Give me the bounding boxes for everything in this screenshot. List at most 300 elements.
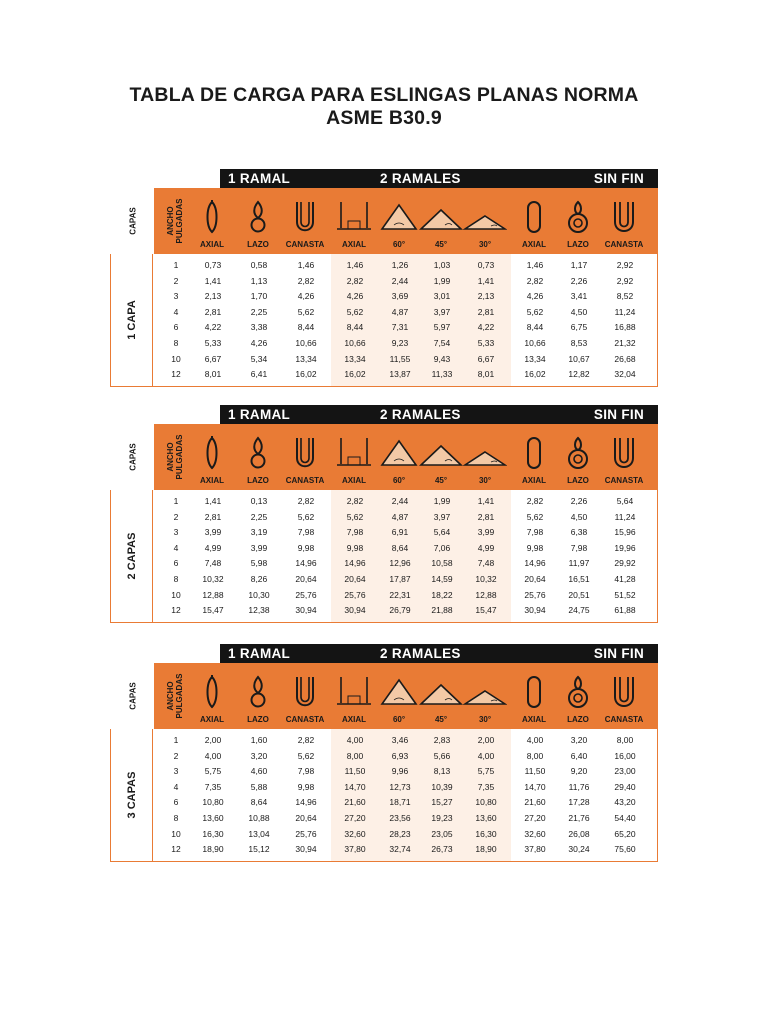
load-cell: 10,80 [475, 797, 497, 808]
endless-choker-icon [566, 675, 590, 714]
ancho-label [166, 674, 184, 719]
load-cell: 10,66 [524, 338, 546, 348]
load-cell: 7,31 [391, 322, 409, 333]
load-cell: 2,82 [346, 275, 364, 286]
ancho-label [166, 199, 184, 244]
load-cell: 20,64 [295, 574, 317, 584]
load-cell: 2,25 [250, 511, 268, 522]
load-cell: 10,32 [475, 574, 497, 584]
endless-vertical-icon [524, 436, 544, 475]
load-cell: 14,96 [344, 558, 366, 569]
load-cell: 4,26 [250, 338, 268, 348]
load-cell: 54,40 [614, 813, 636, 823]
load-cell: 3,01 [433, 291, 451, 302]
group-header-label: SIN FIN [593, 171, 644, 186]
two-leg-vertical-icon [335, 675, 373, 712]
load-cell: 32,74 [389, 844, 411, 855]
load-cell: 16,30 [202, 828, 224, 839]
table-row [111, 813, 657, 829]
load-cell: 5,64 [616, 496, 634, 506]
load-cell: 2,81 [204, 306, 222, 317]
load-cell: 26,73 [431, 844, 453, 855]
page-title-line2: ASME B30.9 [326, 107, 442, 129]
column-header-label: AXIAL [522, 715, 546, 724]
load-cell: 5,33 [204, 338, 222, 348]
column-header [192, 188, 232, 254]
column-header-label: AXIAL [342, 715, 366, 724]
table-row [111, 369, 657, 385]
ancho-cell: 3 [173, 291, 179, 302]
table-row [111, 751, 657, 767]
ancho-cell: 3 [173, 766, 179, 777]
ancho-cell: 8 [173, 813, 179, 823]
load-cell: 5,33 [477, 338, 495, 348]
load-cell: 2,83 [433, 735, 451, 745]
load-cell: 11,76 [568, 781, 590, 792]
load-cell: 5,75 [477, 766, 495, 777]
group-header-label: 1 RAMAL [228, 171, 291, 186]
load-cell: 6,38 [570, 527, 588, 538]
load-cell: 0,13 [250, 496, 268, 506]
choker-loop-icon [247, 436, 269, 475]
load-cell: 12,73 [389, 781, 411, 792]
axial-loop-icon [202, 436, 222, 475]
ancho-cell: 12 [171, 369, 181, 380]
group-header-label: 1 RAMAL [228, 407, 291, 422]
load-cell: 7,35 [204, 781, 222, 792]
load-cell: 20,51 [568, 589, 590, 600]
column-header-label: LAZO [247, 476, 269, 485]
load-cell: 15,27 [431, 797, 453, 808]
column-header [465, 663, 505, 729]
load-cell: 4,50 [570, 511, 588, 522]
load-cell: 2,44 [391, 496, 409, 506]
load-cell: 6,40 [570, 750, 588, 761]
load-cell: 12,38 [248, 605, 270, 616]
load-cell: 4,50 [570, 306, 588, 317]
column-header [238, 188, 278, 254]
load-cell: 37,80 [344, 844, 366, 855]
load-cell: 3,69 [391, 291, 409, 302]
load-cell: 18,71 [389, 797, 411, 808]
load-cell: 4,00 [477, 750, 495, 761]
column-header-label: AXIAL [342, 240, 366, 249]
table-row [111, 260, 657, 276]
column-header [285, 424, 325, 490]
ancho-cell: 10 [171, 828, 181, 839]
ancho-label-line1: ANCHO [166, 681, 175, 711]
load-cell: 23,00 [614, 766, 636, 777]
load-cell: 4,22 [477, 322, 495, 333]
load-cell: 1,41 [204, 496, 222, 506]
load-cell: 2,82 [297, 496, 315, 506]
load-cell: 7,48 [477, 558, 495, 569]
column-header-label: 45° [434, 240, 448, 249]
load-cell: 8,44 [297, 322, 315, 333]
endless-choker-icon [566, 436, 590, 475]
ancho-label-line2: PULGADAS [175, 434, 184, 480]
column-header [604, 424, 644, 490]
load-cell: 1,46 [526, 260, 544, 270]
load-cell: 3,19 [250, 527, 268, 538]
load-cell: 5,98 [250, 558, 268, 569]
column-header-label: CANASTA [285, 240, 325, 249]
table-row [111, 322, 657, 338]
load-cell: 27,20 [344, 813, 366, 823]
load-cell: 1,03 [433, 260, 451, 270]
load-cell: 5,62 [526, 511, 544, 522]
load-cell: 11,24 [614, 306, 636, 317]
load-cell: 7,98 [297, 527, 315, 538]
group-header [220, 405, 322, 424]
load-cell: 14,70 [524, 781, 546, 792]
load-cell: 1,46 [346, 260, 364, 270]
load-cell: 16,30 [475, 828, 497, 839]
endless-choker-icon [566, 200, 590, 239]
load-cell: 14,96 [524, 558, 546, 569]
column-header-label: 60° [392, 240, 406, 249]
load-cell: 13,34 [524, 353, 546, 364]
load-cell: 21,88 [431, 605, 453, 616]
load-cell: 2,13 [204, 291, 222, 302]
capas-label: CAPAS [128, 682, 138, 710]
column-header [465, 188, 505, 254]
load-cell: 26,79 [389, 605, 411, 616]
load-cell: 3,97 [433, 306, 451, 317]
column-header-label: AXIAL [200, 715, 224, 724]
load-cell: 9,43 [433, 353, 451, 364]
load-cell: 41,28 [614, 574, 636, 584]
ancho-cell: 2 [173, 511, 179, 522]
triangle-60-icon [379, 200, 419, 237]
load-cell: 30,94 [295, 605, 317, 616]
endless-vertical-icon [524, 200, 544, 239]
table-row [111, 291, 657, 307]
load-cell: 10,88 [248, 813, 270, 823]
load-cell: 20,64 [295, 813, 317, 823]
load-cell: 3,97 [433, 511, 451, 522]
load-cell: 10,58 [431, 558, 453, 569]
column-header-label: 30° [478, 476, 492, 485]
group-header-label: SIN FIN [593, 407, 644, 422]
load-cell: 5,62 [297, 511, 315, 522]
group-header [322, 169, 555, 188]
load-cell: 4,26 [297, 291, 315, 302]
load-cell: 4,00 [526, 735, 544, 745]
load-cell: 6,41 [250, 369, 268, 380]
load-cell: 14,96 [295, 797, 317, 808]
load-cell: 13,60 [475, 813, 497, 823]
load-cell: 11,55 [389, 353, 411, 364]
column-header [558, 188, 598, 254]
load-table-1 [110, 169, 658, 387]
load-cell: 7,98 [526, 527, 544, 538]
table-row [111, 527, 657, 543]
load-cell: 8,00 [346, 750, 364, 761]
table-row [111, 766, 657, 782]
column-header-label: LAZO [567, 715, 589, 724]
load-cell: 25,76 [344, 589, 366, 600]
load-cell: 1,99 [433, 496, 451, 506]
column-header-row [154, 663, 658, 729]
load-cell: 8,44 [526, 322, 544, 333]
group-header [322, 405, 555, 424]
table-row [111, 338, 657, 354]
load-cell: 8,52 [616, 291, 634, 302]
load-cell: 5,88 [250, 781, 268, 792]
capas-label: CAPAS [128, 443, 138, 471]
load-cell: 8,13 [433, 766, 451, 777]
load-cell: 2,26 [570, 496, 588, 506]
basket-icon [292, 436, 318, 475]
load-cell: 1,46 [297, 260, 315, 270]
load-cell: 2,82 [526, 275, 544, 286]
ancho-cell: 1 [173, 496, 179, 506]
column-header [238, 424, 278, 490]
load-cell: 13,34 [344, 353, 366, 364]
load-cell: 5,62 [346, 511, 364, 522]
load-cell: 43,20 [614, 797, 636, 808]
load-cell: 12,88 [202, 589, 224, 600]
table-row [111, 354, 657, 370]
load-cell: 2,81 [477, 306, 495, 317]
load-cell: 65,20 [614, 828, 636, 839]
load-cell: 2,81 [477, 511, 495, 522]
load-cell: 12,88 [475, 589, 497, 600]
ancho-cell: 6 [173, 558, 179, 569]
load-cell: 8,00 [616, 735, 634, 745]
column-header-label: 60° [392, 715, 406, 724]
group-header [555, 169, 658, 188]
column-header-label: CANASTA [604, 476, 644, 485]
load-cell: 1,41 [477, 275, 495, 286]
load-cell: 29,92 [614, 558, 636, 569]
load-cell: 75,60 [614, 844, 636, 855]
load-cell: 2,13 [477, 291, 495, 302]
group-header-label: 1 RAMAL [228, 646, 291, 661]
layer-count-label: 3 CAPAS [125, 771, 138, 819]
load-cell: 16,88 [614, 322, 636, 333]
load-cell: 9,98 [297, 781, 315, 792]
load-cell: 7,98 [297, 766, 315, 777]
table-row [111, 590, 657, 606]
basket-icon [292, 675, 318, 714]
column-header [604, 663, 644, 729]
endless-basket-icon [611, 675, 637, 714]
load-cell: 7,98 [570, 542, 588, 553]
load-cell: 23,56 [389, 813, 411, 823]
load-cell: 5,34 [250, 353, 268, 364]
load-cell: 18,90 [475, 844, 497, 855]
load-cell: 4,00 [204, 750, 222, 761]
load-cell: 2,92 [616, 275, 634, 286]
load-cell: 1,99 [433, 275, 451, 286]
load-cell: 24,75 [568, 605, 590, 616]
triangle-45-icon [419, 436, 463, 473]
load-cell: 21,32 [614, 338, 636, 348]
load-cell: 14,59 [431, 574, 453, 584]
ancho-cell: 3 [173, 527, 179, 538]
load-cell: 8,44 [346, 322, 364, 333]
load-cell: 4,87 [391, 511, 409, 522]
page-title [0, 84, 768, 130]
capas-axis-label [113, 188, 153, 254]
column-header-label: AXIAL [200, 476, 224, 485]
load-cell: 22,31 [389, 589, 411, 600]
group-header [220, 644, 322, 663]
load-cell: 10,30 [248, 589, 270, 600]
load-cell: 27,20 [524, 813, 546, 823]
triangle-45-icon [419, 200, 463, 237]
load-cell: 3,38 [250, 322, 268, 333]
load-cell: 61,88 [614, 605, 636, 616]
column-header-label: 45° [434, 715, 448, 724]
load-cell: 1,17 [570, 260, 588, 270]
load-cell: 2,00 [477, 735, 495, 745]
load-cell: 16,02 [344, 369, 366, 380]
load-cell: 5,97 [433, 322, 451, 333]
column-header [238, 663, 278, 729]
load-cell: 4,26 [526, 291, 544, 302]
load-cell: 10,39 [431, 781, 453, 792]
load-cell: 1,41 [477, 496, 495, 506]
ancho-cell: 6 [173, 322, 179, 333]
load-cell: 30,94 [344, 605, 366, 616]
load-table-2 [110, 405, 658, 623]
capas-label: CAPAS [128, 207, 138, 235]
ancho-cell: 4 [173, 542, 179, 553]
ancho-cell: 2 [173, 275, 179, 286]
load-cell: 13,34 [295, 353, 317, 364]
column-header [334, 663, 374, 729]
load-cell: 4,00 [346, 735, 364, 745]
basket-icon [292, 200, 318, 239]
column-header-label: AXIAL [522, 240, 546, 249]
ancho-label-line1: ANCHO [166, 442, 175, 472]
column-header-label: LAZO [247, 715, 269, 724]
column-header-label: CANASTA [285, 476, 325, 485]
table-row [111, 735, 657, 751]
load-cell: 5,62 [526, 306, 544, 317]
column-header-label: AXIAL [522, 476, 546, 485]
load-cell: 18,90 [202, 844, 224, 855]
load-cell: 19,23 [431, 813, 453, 823]
endless-vertical-icon [524, 675, 544, 714]
load-cell: 32,04 [614, 369, 636, 380]
table-row [111, 829, 657, 845]
ancho-cell: 2 [173, 750, 179, 761]
load-cell: 17,28 [568, 797, 590, 808]
load-cell: 8,00 [526, 750, 544, 761]
load-cell: 10,80 [202, 797, 224, 808]
triangle-30-icon [463, 200, 507, 237]
load-cell: 4,87 [391, 306, 409, 317]
capas-axis-label [113, 424, 153, 490]
load-cell: 7,35 [477, 781, 495, 792]
load-cell: 5,75 [204, 766, 222, 777]
load-cell: 4,22 [204, 322, 222, 333]
table-body [110, 254, 658, 387]
load-cell: 12,96 [389, 558, 411, 569]
group-header [555, 405, 658, 424]
column-header [558, 663, 598, 729]
load-cell: 9,96 [391, 766, 409, 777]
column-header-label: CANASTA [285, 715, 325, 724]
load-cell: 8,64 [391, 542, 409, 553]
load-cell: 5,62 [346, 306, 364, 317]
column-header [334, 188, 374, 254]
column-header-row [154, 188, 658, 254]
column-header-label: LAZO [567, 476, 589, 485]
load-cell: 1,70 [250, 291, 268, 302]
load-cell: 16,00 [614, 750, 636, 761]
load-cell: 6,75 [570, 322, 588, 333]
layer-count-label: 1 CAPA [125, 300, 138, 340]
table-row [111, 307, 657, 323]
load-cell: 5,66 [433, 750, 451, 761]
axial-loop-icon [202, 200, 222, 239]
load-cell: 21,60 [344, 797, 366, 808]
load-cell: 7,06 [433, 542, 451, 553]
load-cell: 8,26 [250, 574, 268, 584]
triangle-60-icon [379, 675, 419, 712]
column-header [465, 424, 505, 490]
load-cell: 10,66 [344, 338, 366, 348]
column-header [192, 424, 232, 490]
triangle-60-icon [379, 436, 419, 473]
load-cell: 0,58 [250, 260, 268, 270]
load-cell: 14,70 [344, 781, 366, 792]
load-cell: 7,98 [346, 527, 364, 538]
group-header-label: 2 RAMALES [380, 407, 461, 422]
load-cell: 11,97 [568, 558, 590, 569]
load-cell: 13,04 [248, 828, 270, 839]
load-cell: 1,41 [204, 275, 222, 286]
page-title-line1: TABLA DE CARGA PARA ESLINGAS PLANAS NORMA [129, 84, 639, 106]
ancho-cell: 4 [173, 781, 179, 792]
load-cell: 6,67 [477, 353, 495, 364]
column-header-row [154, 424, 658, 490]
load-cell: 30,24 [568, 844, 590, 855]
load-cell: 0,73 [204, 260, 222, 270]
ancho-label [166, 435, 184, 480]
load-cell: 0,73 [477, 260, 495, 270]
load-cell: 29,40 [614, 781, 636, 792]
load-cell: 2,82 [297, 735, 315, 745]
load-cell: 6,91 [391, 527, 409, 538]
axial-loop-icon [202, 675, 222, 714]
column-header-label: CANASTA [604, 715, 644, 724]
load-cell: 21,60 [524, 797, 546, 808]
load-cell: 1,13 [250, 275, 268, 286]
table-row [111, 276, 657, 292]
column-header [192, 663, 232, 729]
load-cell: 9,20 [570, 766, 588, 777]
load-cell: 14,96 [295, 558, 317, 569]
load-cell: 3,99 [250, 542, 268, 553]
table-row [111, 782, 657, 798]
load-cell: 5,62 [297, 306, 315, 317]
load-cell: 25,76 [295, 589, 317, 600]
column-header-label: 30° [478, 715, 492, 724]
load-cell: 1,26 [391, 260, 409, 270]
load-cell: 19,96 [614, 542, 636, 553]
load-cell: 15,47 [202, 605, 224, 616]
table-row [111, 543, 657, 559]
table-row [111, 844, 657, 860]
two-leg-vertical-icon [335, 436, 373, 473]
column-header [285, 663, 325, 729]
